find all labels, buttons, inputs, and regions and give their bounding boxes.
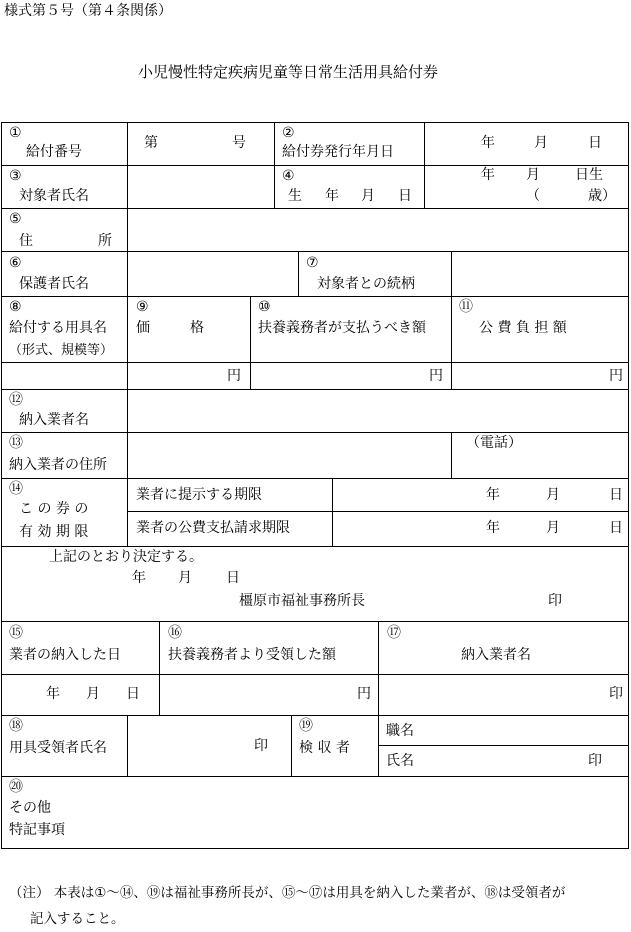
supplier-name-2-label: 納入業者名 (461, 647, 531, 663)
billing-month: 月 (546, 520, 560, 536)
cell-4-number: ④ (282, 168, 295, 184)
table-rule (127, 251, 128, 296)
inspector-title-label: 職名 (386, 723, 414, 739)
cell-15-number: ⑮ (9, 625, 23, 641)
phone-label: （電話） (466, 435, 522, 451)
issue-date-label: 給付券発行年月日 (282, 144, 394, 160)
table-rule (451, 432, 452, 478)
validity-label-1: こ の 券 の (19, 501, 89, 517)
validity-label-2: 有 効 期 限 (19, 524, 89, 540)
cell-8-number: ⑧ (9, 299, 22, 315)
billing-day: 日 (609, 520, 623, 536)
table-rule (332, 478, 333, 546)
supplier-seal: 印 (609, 686, 623, 702)
presentation-year: 年 (486, 487, 500, 503)
delivery-date-label: 業者の納入した日 (9, 647, 121, 663)
presentation-month: 月 (546, 487, 560, 503)
table-rule (424, 123, 425, 165)
note-line-2: 記入すること。 (30, 911, 125, 927)
address-label-1: 住 (19, 233, 33, 249)
public-expense-label: 公 費 負 担 額 (479, 320, 567, 336)
birthdate-label-2: 年 (325, 188, 339, 204)
table-rule (127, 389, 128, 432)
cell-13-number: ⑬ (9, 435, 23, 451)
issue-date-year: 年 (481, 135, 495, 151)
delivery-month: 月 (86, 686, 100, 702)
table-rule (159, 621, 160, 715)
row-divider (378, 745, 628, 746)
row-divider (2, 362, 628, 363)
guardian-payment-label: 扶養義務者が支払うべき額 (258, 320, 426, 336)
row-divider (2, 389, 628, 390)
equipment-name-label: 給付する用具名 (9, 320, 107, 336)
table-rule (424, 165, 425, 208)
presentation-day: 日 (609, 487, 623, 503)
cell-10-number: ⑩ (258, 299, 271, 315)
issue-date-day: 日 (588, 135, 602, 151)
age-close: 歳） (588, 188, 616, 204)
cell-1-number: ① (9, 125, 22, 141)
birthdate-label-1: 生 (288, 188, 302, 204)
issue-number-prefix: 第 (144, 135, 158, 151)
billing-year: 年 (486, 520, 500, 536)
price-label-2: 格 (190, 320, 204, 336)
recipient-seal: 印 (254, 738, 268, 754)
birth-year: 年 (481, 167, 495, 183)
row-divider (128, 511, 628, 512)
cell-20-number: ⑳ (9, 779, 23, 795)
cell-3-number: ③ (9, 168, 22, 184)
cell-14-number: ⑭ (9, 481, 23, 497)
row-divider (2, 478, 628, 479)
form-number: 様式第５号（第４条関係） (4, 3, 172, 19)
inspector-seal: 印 (588, 753, 602, 769)
office-name: 橿原市福祉事務所長 (239, 593, 365, 609)
row-divider (2, 776, 628, 777)
table-rule (127, 165, 128, 208)
table-rule (127, 296, 128, 389)
birth-day-suffix: 日生 (575, 167, 603, 183)
issue-number-label: 給付番号 (26, 144, 82, 160)
table-rule (274, 165, 275, 208)
row-divider (2, 621, 628, 622)
received-amount-yen: 円 (357, 686, 371, 702)
decision-day: 日 (226, 570, 240, 586)
cell-16-number: ⑯ (168, 625, 182, 641)
cell-6-number: ⑥ (9, 255, 22, 271)
supplier-address-label: 納入業者の住所 (9, 457, 107, 473)
row-divider (2, 208, 628, 209)
cell-11-number: ⑪ (459, 299, 473, 315)
table-rule (378, 621, 379, 715)
row-divider (2, 674, 628, 675)
received-amount-label: 扶養義務者より受領した額 (168, 647, 336, 663)
table-rule (127, 432, 128, 478)
office-seal: 印 (548, 593, 562, 609)
form-title: 小児慢性特定疾病児童等日常生活用具給付券 (138, 63, 439, 81)
relationship-label: 対象者との続柄 (317, 276, 415, 292)
cell-19-number: ⑲ (299, 718, 313, 734)
table-rule (127, 478, 128, 546)
price-yen: 円 (227, 368, 241, 384)
table-rule (451, 296, 452, 389)
cell-2-number: ② (282, 125, 295, 141)
table-rule (127, 123, 128, 165)
row-divider (2, 296, 628, 297)
cell-9-number: ⑨ (136, 299, 149, 315)
inspector-name-label: 氏名 (386, 753, 414, 769)
billing-deadline-label: 業者の公費支払請求期限 (136, 520, 290, 536)
inspector-label: 検 収 者 (299, 740, 350, 756)
delivery-year: 年 (46, 686, 60, 702)
row-divider (2, 432, 628, 433)
table-rule (378, 715, 379, 776)
table-rule (291, 715, 292, 776)
price-label-1: 価 (136, 320, 150, 336)
cell-5-number: ⑤ (9, 211, 22, 227)
address-label-2: 所 (98, 233, 112, 249)
row-divider (2, 251, 628, 252)
table-rule (250, 296, 251, 389)
birth-month: 月 (526, 167, 540, 183)
table-rule (298, 251, 299, 296)
subject-name-label: 対象者氏名 (19, 188, 89, 204)
decision-text: 上記のとおり決定する。 (49, 549, 203, 565)
presentation-deadline-label: 業者に提示する期限 (136, 487, 262, 503)
guardian-payment-yen: 円 (429, 368, 443, 384)
public-expense-yen: 円 (609, 368, 623, 384)
age-open: （ (526, 188, 540, 204)
table-rule (127, 715, 128, 776)
issue-number-suffix: 号 (232, 135, 246, 151)
decision-month: 月 (178, 570, 192, 586)
row-divider (2, 165, 628, 166)
table-rule (274, 123, 275, 165)
cell-12-number: ⑫ (9, 392, 23, 408)
delivery-day: 日 (126, 686, 140, 702)
row-divider (2, 715, 628, 716)
table-rule (127, 208, 128, 251)
decision-year: 年 (132, 570, 146, 586)
table-rule (451, 251, 452, 296)
remarks-label-1: その他 (9, 800, 51, 816)
birthdate-label-3: 月 (361, 188, 375, 204)
row-divider (2, 546, 628, 547)
issue-date-month: 月 (534, 135, 548, 151)
cell-17-number: ⑰ (387, 625, 401, 641)
cell-7-number: ⑦ (306, 255, 319, 271)
supplier-name-label: 納入業者名 (19, 412, 89, 428)
birthdate-label-4: 日 (398, 188, 412, 204)
equipment-spec-label: （形式、規模等） (9, 343, 114, 358)
remarks-label-2: 特記事項 (9, 822, 65, 838)
cell-18-number: ⑱ (9, 718, 23, 734)
recipient-name-label: 用具受領者氏名 (9, 740, 107, 756)
note-line-1: （注） 本表は①～⑭、⑲は福祉事務所長が、⑮～⑰は用具を納入した業者が、⑱は受領者が (9, 885, 566, 901)
guardian-name-label: 保護者氏名 (19, 276, 89, 292)
